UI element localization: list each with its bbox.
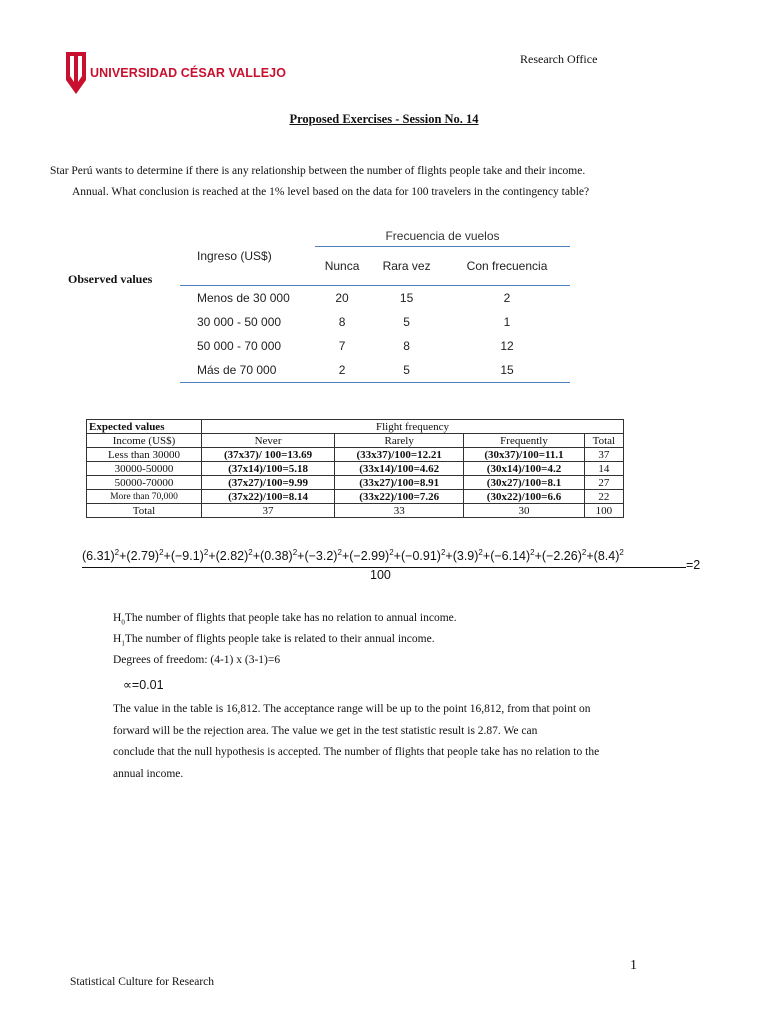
problem-line-1: Star Perú wants to determine if there is any relationship between the number of flights people take and their income.	[50, 165, 586, 177]
expected-col-header: Total	[584, 434, 623, 448]
observed-col-header: Nunca	[315, 247, 369, 286]
formula-term: (2.82)	[215, 549, 249, 564]
table-cell: (30x22)/100=6.6	[464, 490, 584, 504]
formula-denominator: 100	[370, 568, 391, 582]
table-cell: 27	[584, 476, 623, 490]
table-cell: 20	[335, 291, 349, 305]
conclusion-line: The value in the table is 16,812. The acceptance range will be up to the point 16,812, from that point on	[113, 703, 591, 715]
row-label: Más de 70 000	[180, 358, 315, 383]
plus-sign: +	[208, 549, 216, 564]
table-row	[87, 448, 624, 462]
table-row	[87, 490, 624, 504]
table-cell: (33x37)/100=12.21	[335, 448, 464, 462]
null-hypothesis: $H_0The$ number of flights that people take has no relation to annual income.	[113, 612, 457, 627]
table-row	[87, 476, 624, 490]
formula-term: (−3.2)	[304, 549, 338, 564]
page-number: 1	[630, 958, 637, 973]
formula-term: (−9.1)	[170, 549, 204, 564]
table-total-row	[87, 504, 624, 518]
expected-col-header: Never	[202, 434, 335, 448]
plus-sign: +	[534, 549, 542, 564]
formula-exponent: 2	[478, 548, 483, 557]
row-label: Menos de 30 000	[197, 291, 290, 305]
h1-subscript: 1	[121, 639, 125, 648]
expected-col-header: Frequently	[464, 434, 584, 448]
null-hypothesis-text: The number of flights that people take has no relation to annual income.	[124, 612, 457, 624]
table-cell: 12	[500, 339, 514, 353]
significance-level: ∝=0.01	[123, 678, 164, 692]
formula-term: (−6.14)	[490, 549, 531, 564]
table-cell: (33x14)/100=4.62	[335, 462, 464, 476]
row-label: 30 000 - 50 000	[197, 315, 282, 329]
row-label: 50 000 - 70 000	[197, 339, 282, 353]
formula-term: (0.38)	[260, 549, 293, 564]
formula-term: (−2.99)	[349, 549, 390, 564]
table-cell: (37x37)/ 100=13.69	[202, 448, 335, 462]
formula-term: (2.79)	[126, 549, 160, 564]
table-cell: 8	[338, 315, 346, 329]
formula-term: (8.4)	[593, 549, 620, 564]
plus-sign: +	[445, 549, 453, 564]
table-cell: 1	[503, 315, 511, 329]
observed-col-header: Rara vez	[369, 247, 444, 286]
table-cell: (37x22)/100=8.14	[202, 490, 335, 504]
observed-table	[180, 226, 570, 383]
table-cell: 8	[403, 339, 410, 353]
conclusion-paragraph	[113, 699, 623, 785]
formula-term: (6.31)	[82, 549, 115, 564]
table-cell: (30x14)/100=4.2	[464, 462, 584, 476]
table-cell: 100	[584, 504, 623, 518]
table-row	[180, 334, 570, 358]
formula-result: =2	[686, 558, 701, 572]
formula-numerator	[82, 548, 686, 563]
table-row	[180, 286, 570, 311]
formula-exponent: 2	[389, 548, 394, 557]
h0-subscript: 0	[121, 618, 125, 627]
table-cell: 30	[464, 504, 584, 518]
table-row	[180, 310, 570, 334]
formula-term: (−2.26)	[541, 549, 582, 564]
table-cell: (33x27)/100=8.91	[335, 476, 464, 490]
table-cell: 33	[335, 504, 464, 518]
table-cell: (37x14)/100=5.18	[202, 462, 335, 476]
table-cell: 5	[369, 358, 444, 383]
plus-sign: +	[341, 549, 350, 564]
row-label: Total	[87, 504, 202, 518]
formula-exponent: 2	[530, 548, 535, 557]
table-cell: (30x37)/100=11.1	[464, 448, 584, 462]
conclusion-line: forward will be the rejection area. The value we get in the test statistic result is 2.87. We can	[113, 724, 538, 737]
problem-statement	[50, 161, 766, 203]
page-title: Proposed Exercises - Session No. 14	[289, 112, 479, 126]
degrees-of-freedom: Degrees of freedom: (4-1) x (3-1)=6	[113, 654, 281, 666]
formula-exponent: 2	[337, 548, 342, 557]
table-cell: (37x27)/100=9.99	[202, 476, 335, 490]
expected-row-header: Income (US$)	[87, 434, 202, 448]
alternative-hypothesis: $H_1The$ number of flights people take is related to their annual income.	[113, 633, 435, 648]
expected-col-header: Rarely	[335, 434, 464, 448]
formula-exponent: 2	[248, 548, 253, 557]
formula-exponent: 2	[619, 548, 624, 557]
problem-line-2: Annual. What conclusion is reached at the 1% level based on the data for 100 travelers in the contingency table?	[72, 186, 590, 198]
university-name: UNIVERSIDAD CÉSAR VALLEJO	[90, 66, 287, 80]
formula-exponent: 2	[159, 548, 164, 557]
row-label: 50000-70000	[87, 476, 202, 490]
observed-values-label: Observed values	[68, 272, 153, 286]
plus-sign: +	[119, 549, 127, 564]
conclusion-line: conclude that the null hypothesis is accepted. The number of flights that people take has no relation to the	[113, 746, 600, 758]
expected-table	[86, 419, 624, 518]
conclusion-line: annual income.	[113, 767, 184, 780]
observed-row-header: Ingreso (US$)	[180, 226, 315, 286]
table-cell: 37	[202, 504, 335, 518]
formula-exponent: 2	[440, 548, 446, 557]
table-cell: 2	[315, 358, 369, 383]
table-cell: 5	[403, 315, 410, 329]
formula-exponent: 2	[114, 548, 120, 557]
expected-group-header: Flight frequency	[202, 420, 624, 434]
table-cell: 2	[503, 291, 511, 305]
formula-exponent: 2	[581, 548, 587, 557]
table-cell: 7	[338, 339, 346, 353]
table-cell: 37	[584, 448, 623, 462]
table-cell: 15	[399, 291, 414, 305]
row-label: More than 70,000	[87, 490, 202, 504]
plus-sign: +	[586, 549, 594, 564]
plus-sign: +	[163, 549, 171, 564]
research-office-label: Research Office	[520, 52, 598, 66]
expected-values-title: Expected values	[87, 420, 202, 434]
row-label: 30000-50000	[87, 462, 202, 476]
footer-text: Statistical Culture for Research	[70, 976, 215, 988]
table-cell: (33x22)/100=7.26	[335, 490, 464, 504]
formula-exponent: 2	[203, 548, 209, 557]
plus-sign: +	[482, 549, 491, 564]
table-cell: 15	[444, 358, 570, 383]
plus-sign: +	[393, 549, 401, 564]
plus-sign: +	[297, 549, 305, 564]
alternative-hypothesis-text: The number of flights people take is related to their annual income.	[124, 633, 435, 645]
table-cell: 14	[584, 462, 623, 476]
formula-exponent: 2	[292, 548, 298, 557]
observed-group-header: Frecuencia de vuelos	[315, 226, 570, 247]
formula-term: (3.9)	[452, 549, 479, 564]
formula-term: (−0.91)	[400, 549, 441, 564]
table-row	[87, 462, 624, 476]
observed-col-header: Con frecuencia	[444, 247, 570, 286]
shield-logo-icon	[64, 50, 88, 96]
table-cell: 22	[584, 490, 623, 504]
table-row	[180, 358, 570, 383]
row-label: Less than 30000	[87, 448, 202, 462]
table-cell: (30x27)/100=8.1	[464, 476, 584, 490]
plus-sign: +	[252, 549, 261, 564]
